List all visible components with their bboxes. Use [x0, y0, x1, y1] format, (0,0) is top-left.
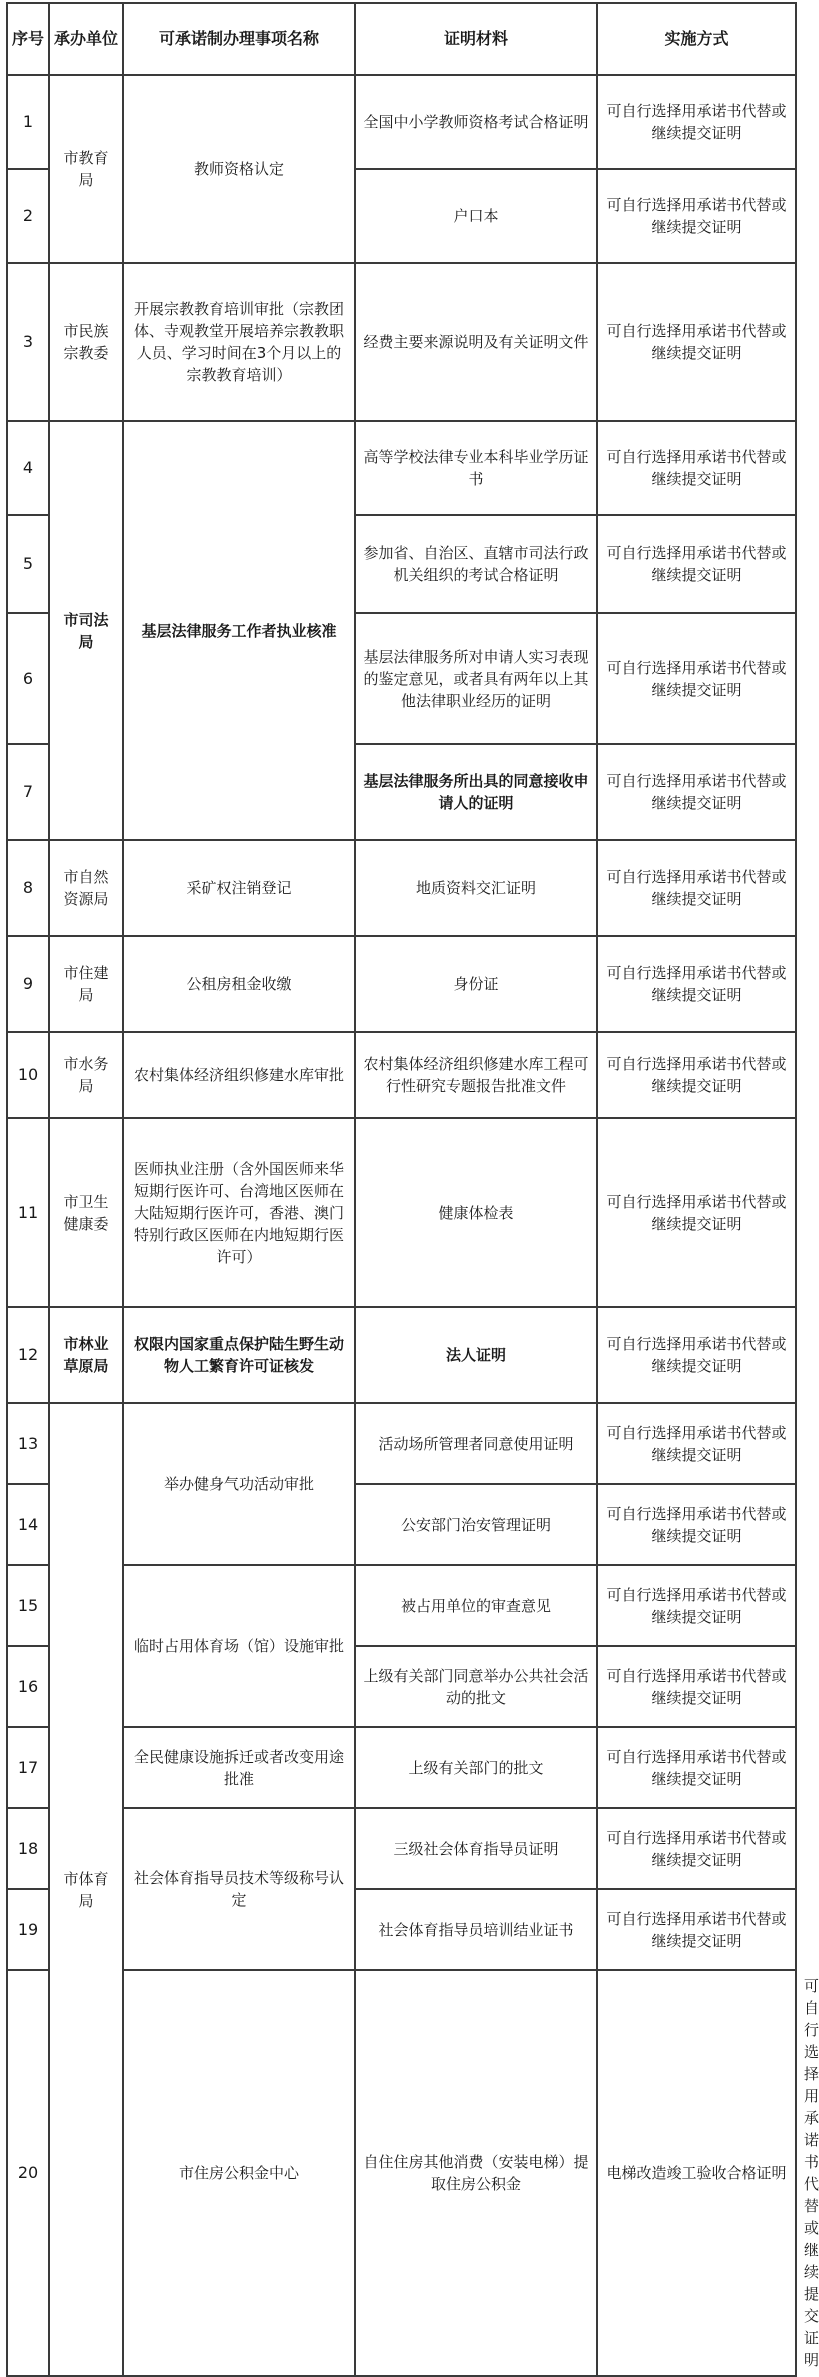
table-row [7, 1032, 796, 1118]
method-cell: 可自行选择用承诺书代替或继续提交证明 [597, 169, 796, 263]
header-method: 实施方式 [597, 3, 796, 75]
row-number: 10 [7, 1032, 49, 1118]
table-row [7, 936, 796, 1032]
table-row: 20 市住房公积金中心 自住住房其他消费（安装电梯）提取住房公积金 电梯改造竣工验收合格证明 可自行选择用承诺书代替或继续提交证明 [7, 1970, 796, 2376]
method-cell: 可自行选择用承诺书代替或继续提交证明 [597, 75, 796, 169]
row-number: 17 [7, 1727, 49, 1808]
table-row [7, 1403, 796, 1484]
material-cell: 高等学校法律专业本科毕业学历证书 [355, 421, 597, 515]
row-number: 1 [7, 75, 49, 169]
material-cell: 被占用单位的审查意见 [355, 1565, 597, 1646]
table-row [7, 1727, 796, 1808]
material-cell: 户口本 [355, 169, 597, 263]
item-cell: 举办健身气功活动审批 [123, 1403, 355, 1565]
item-cell: 开展宗教教育培训审批（宗教团体、寺观教堂开展培养宗教教职人员、学习时间在3个月以上的宗教教育培训） [123, 263, 355, 421]
table-row [7, 421, 796, 515]
row-number: 15 [7, 1565, 49, 1646]
header-seq: 序号 [7, 3, 49, 75]
row-number: 12 [7, 1307, 49, 1403]
material-cell: 经费主要来源说明及有关证明文件 [355, 263, 597, 421]
row-number: 4 [7, 421, 49, 515]
table-row [7, 1118, 796, 1307]
header-dept: 承办单位 [49, 3, 123, 75]
commitment-table [6, 2, 819, 2377]
dept-cell: 市民族宗教委 [49, 263, 123, 421]
material-cell: 公安部门治安管理证明 [355, 1484, 597, 1565]
method-cell: 可自行选择用承诺书代替或继续提交证明 [597, 1118, 796, 1307]
row-number: 3 [7, 263, 49, 421]
material-cell: 电梯改造竣工验收合格证明 [597, 1970, 796, 2376]
header-material: 证明材料 [355, 3, 597, 75]
material-cell: 身份证 [355, 936, 597, 1032]
method-cell: 可自行选择用承诺书代替或继续提交证明 [597, 1727, 796, 1808]
material-cell: 农村集体经济组织修建水库工程可行性研究专题报告批准文件 [355, 1032, 597, 1118]
method-cell: 可自行选择用承诺书代替或继续提交证明 [597, 613, 796, 744]
dept-cell: 市教育局 [49, 75, 123, 263]
material-cell: 法人证明 [355, 1307, 597, 1403]
item-cell: 临时占用体育场（馆）设施审批 [123, 1565, 355, 1727]
dept-cell: 市住建局 [49, 936, 123, 1032]
dept-cell: 市卫生健康委 [49, 1118, 123, 1307]
table-row [7, 263, 796, 421]
method-cell: 可自行选择用承诺书代替或继续提交证明 [597, 1808, 796, 1889]
item-cell: 农村集体经济组织修建水库审批 [123, 1032, 355, 1118]
item-cell: 全民健康设施拆迁或者改变用途批准 [123, 1727, 355, 1808]
table-row [7, 840, 796, 936]
method-cell: 可自行选择用承诺书代替或继续提交证明 [597, 1032, 796, 1118]
row-number: 13 [7, 1403, 49, 1484]
item-cell: 权限内国家重点保护陆生野生动物人工繁育许可证核发 [123, 1307, 355, 1403]
row-number: 16 [7, 1646, 49, 1727]
material-cell: 三级社会体育指导员证明 [355, 1808, 597, 1889]
material-cell: 基层法律服务所对申请人实习表现的鉴定意见，或者具有两年以上其他法律职业经历的证明 [355, 613, 597, 744]
method-cell: 可自行选择用承诺书代替或继续提交证明 [597, 1646, 796, 1727]
material-cell: 上级有关部门同意举办公共社会活动的批文 [355, 1646, 597, 1727]
row-number: 2 [7, 169, 49, 263]
row-number: 7 [7, 744, 49, 840]
table-row [7, 1808, 796, 1889]
item-cell: 公租房租金收缴 [123, 936, 355, 1032]
item-cell: 教师资格认定 [123, 75, 355, 263]
method-cell: 可自行选择用承诺书代替或继续提交证明 [597, 840, 796, 936]
row-number: 5 [7, 515, 49, 613]
item-cell: 社会体育指导员技术等级称号认定 [123, 1808, 355, 1970]
material-cell: 全国中小学教师资格考试合格证明 [355, 75, 597, 169]
dept-cell: 市水务局 [49, 1032, 123, 1118]
row-number: 6 [7, 613, 49, 744]
dept-cell: 市住房公积金中心 [123, 1970, 355, 2376]
row-number: 14 [7, 1484, 49, 1565]
item-cell: 基层法律服务工作者执业核准 [123, 421, 355, 840]
method-cell: 可自行选择用承诺书代替或继续提交证明 [597, 1307, 796, 1403]
item-cell: 医师执业注册（含外国医师来华短期行医许可、台湾地区医师在大陆短期行医许可，香港、澳门特别行政区医师在内地短期行医许可） [123, 1118, 355, 1307]
header-row [7, 3, 796, 75]
method-cell: 可自行选择用承诺书代替或继续提交证明 [597, 1565, 796, 1646]
material-cell: 基层法律服务所出具的同意接收申请人的证明 [355, 744, 597, 840]
material-cell: 地质资料交汇证明 [355, 840, 597, 936]
method-cell: 可自行选择用承诺书代替或继续提交证明 [597, 936, 796, 1032]
row-number: 11 [7, 1118, 49, 1307]
dept-cell: 市体育局 [49, 1403, 123, 2376]
method-cell: 可自行选择用承诺书代替或继续提交证明 [597, 1889, 796, 1970]
row-number: 9 [7, 936, 49, 1032]
material-cell: 活动场所管理者同意使用证明 [355, 1403, 597, 1484]
method-cell: 可自行选择用承诺书代替或继续提交证明 [597, 263, 796, 421]
table-row [7, 1307, 796, 1403]
method-cell: 可自行选择用承诺书代替或继续提交证明 [597, 421, 796, 515]
table-row [7, 75, 796, 169]
method-cell: 可自行选择用承诺书代替或继续提交证明 [597, 515, 796, 613]
row-number: 20 [7, 1970, 49, 2376]
row-number: 19 [7, 1889, 49, 1970]
item-cell: 采矿权注销登记 [123, 840, 355, 936]
material-cell: 社会体育指导员培训结业证书 [355, 1889, 597, 1970]
dept-cell: 市司法局 [49, 421, 123, 840]
table-row [7, 1565, 796, 1646]
dept-cell: 市自然资源局 [49, 840, 123, 936]
material-cell: 健康体检表 [355, 1118, 597, 1307]
dept-cell: 市林业草原局 [49, 1307, 123, 1403]
method-cell: 可自行选择用承诺书代替或继续提交证明 [597, 1484, 796, 1565]
method-cell: 可自行选择用承诺书代替或继续提交证明 [597, 1403, 796, 1484]
row-number: 8 [7, 840, 49, 936]
header-item: 可承诺制办理事项名称 [123, 3, 355, 75]
method-cell: 可自行选择用承诺书代替或继续提交证明 [597, 744, 796, 840]
item-cell: 自住住房其他消费（安装电梯）提取住房公积金 [355, 1970, 597, 2376]
row-number: 18 [7, 1808, 49, 1889]
material-cell: 上级有关部门的批文 [355, 1727, 597, 1808]
material-cell: 参加省、自治区、直辖市司法行政机关组织的考试合格证明 [355, 515, 597, 613]
